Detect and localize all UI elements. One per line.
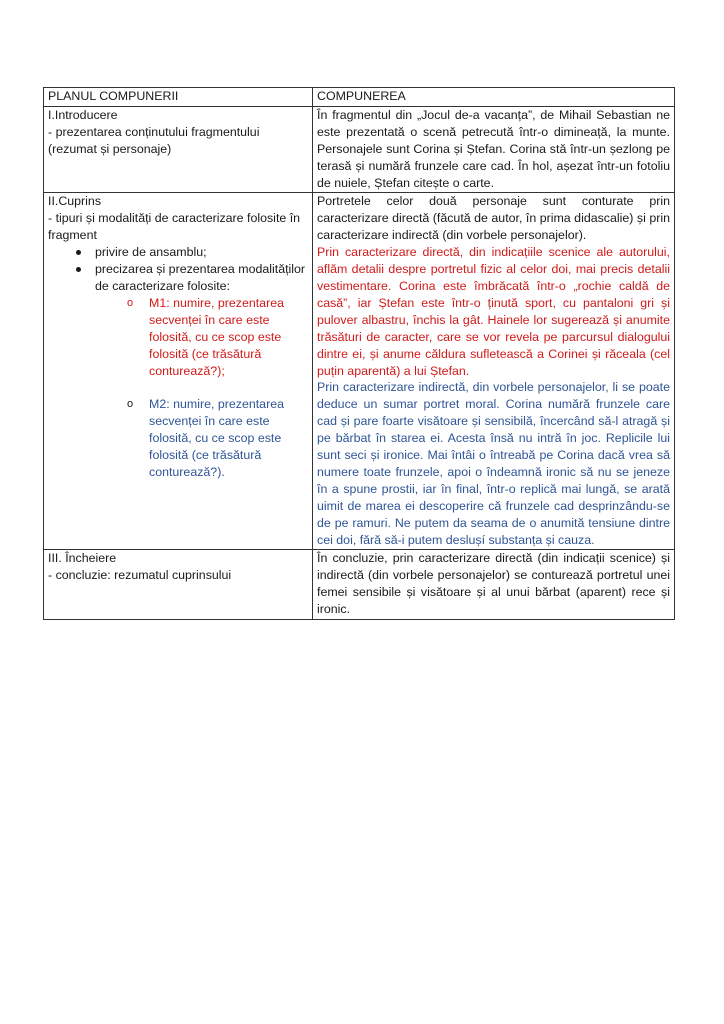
bullet-text: privire de ansamblu; <box>95 245 207 260</box>
list-item-method-1 <box>127 295 308 380</box>
plan-text-conclusion: - concluzie: rezumatul cuprinsului <box>48 568 232 583</box>
plan-cell-introduction <box>44 106 313 193</box>
bullet-icon <box>76 267 81 272</box>
composition-cell-introduction <box>313 106 675 193</box>
header-composition: COMPUNEREA <box>313 88 675 107</box>
method-1-text: M1: numire, prezentarea secvenței în care este folosită, cu ce scop este folosită (ce trăsătură conturează?); <box>149 295 284 378</box>
method-2-text: M2: numire, prezentarea secvenței în care este folosită, cu ce scop este folosită (ce trăsătură conturează?). <box>149 397 284 479</box>
header-plan: PLANUL COMPUNERII <box>44 88 313 107</box>
composition-cell-conclusion <box>313 550 675 620</box>
plan-cell-conclusion <box>44 550 313 620</box>
section-title-introduction: I.Introducere <box>48 107 118 122</box>
list-item <box>95 244 308 261</box>
method-sub-list <box>95 295 308 481</box>
composition-plan-table <box>43 87 675 620</box>
table-row-conclusion <box>44 550 675 620</box>
bullet-icon <box>76 250 81 255</box>
list-spacer <box>149 379 308 396</box>
table-header-row <box>44 88 675 107</box>
composition-text-body-intro: Portretele celor două personaje sunt conturate prin caracterizare directă (făcută de autor, în prima didascalie) și prin caracterizare indirectă (din vorbele personajelor). <box>317 194 670 243</box>
plan-cell-body <box>44 193 313 550</box>
list-item <box>95 261 308 481</box>
plan-text-introduction: - prezentarea conținutului fragmentului (rezumat și personaje) <box>48 124 260 156</box>
bullet-text: precizarea și prezentarea modalităților de caracterizare folosite: <box>95 262 306 293</box>
plan-bullet-list <box>48 244 308 481</box>
composition-text-indirect-characterization: Prin caracterizare indirectă, din vorbele personajelor, li se poate deduce un sumar portret moral. Corina numără frunzele care cad și pare foarte visătoare și sensibilă, încercând să-l atragă și pe bărbat în starea ei. Acesta însă nu intră în joc. Replicile lui sunt seci și ironice. Mai întâi o întreabă pe Corina dacă vrea să numere toate frunzele, apoi o îndeamnă ironic să nu se jeneze în a spune prostii, iar în final, într-o replică mai lungă, se arată uimit de marea ei descoperire că frunzele cad desprinzându-se de pe ramuri. Ne putem da seama de o anumită tensiune dintre cei doi, fără să-i putem deslușí substanța și cauza. <box>317 380 670 547</box>
composition-text-introduction: În fragmentul din „Jocul de-a vacanța”, de Mihail Sebastian ne este prezentată o scenă petrecută într-o dimineață, la munte. Personajele sunt Corina și Ștefan. Corina stă într-un șezlong pe terasă și numără frunzele care cad. În hol, așezat într-un fotoliu de nuiele, Ștefan citește o carte. <box>317 107 670 190</box>
table-row-body <box>44 193 675 550</box>
plan-text-body: - tipuri și modalități de caracterizare folosite în fragment <box>48 211 301 243</box>
composition-text-conclusion: În concluzie, prin caracterizare directă (din indicații scenice) și indirectă (din vorbele personajelor) se conturează portretul unei femei sensibile și visătoare și al unui bărbat (aparent) rece și ironic. <box>317 551 670 617</box>
section-title-body: II.Cuprins <box>48 194 102 209</box>
circle-bullet-icon: o <box>127 296 134 309</box>
list-item-method-2 <box>127 396 308 481</box>
circle-bullet-icon: o <box>127 398 134 411</box>
composition-text-direct-characterization: Prin caracterizare directă, din indicațiile scenice ale autorului, aflăm detalii despre portretul fizic al celor doi, mai precis detalii vestimentare. Corina este îmbrăcată într-o „rochie caldă de casă”, iar Ștefan este într-o ținută sport, cu pantaloni gri și pulover albastru, închis la gât. Hainele lor sugerează și anumite trăsături de caracter, care se vor revela pe parcursul dialogului dintre ei, și anume căldura sufletească a Corinei și răceala (cel puțin aparentă) a lui Ștefan. <box>317 245 670 378</box>
section-title-conclusion: III. Încheiere <box>48 551 117 566</box>
composition-cell-body <box>313 193 675 550</box>
table-row-introduction <box>44 106 675 193</box>
